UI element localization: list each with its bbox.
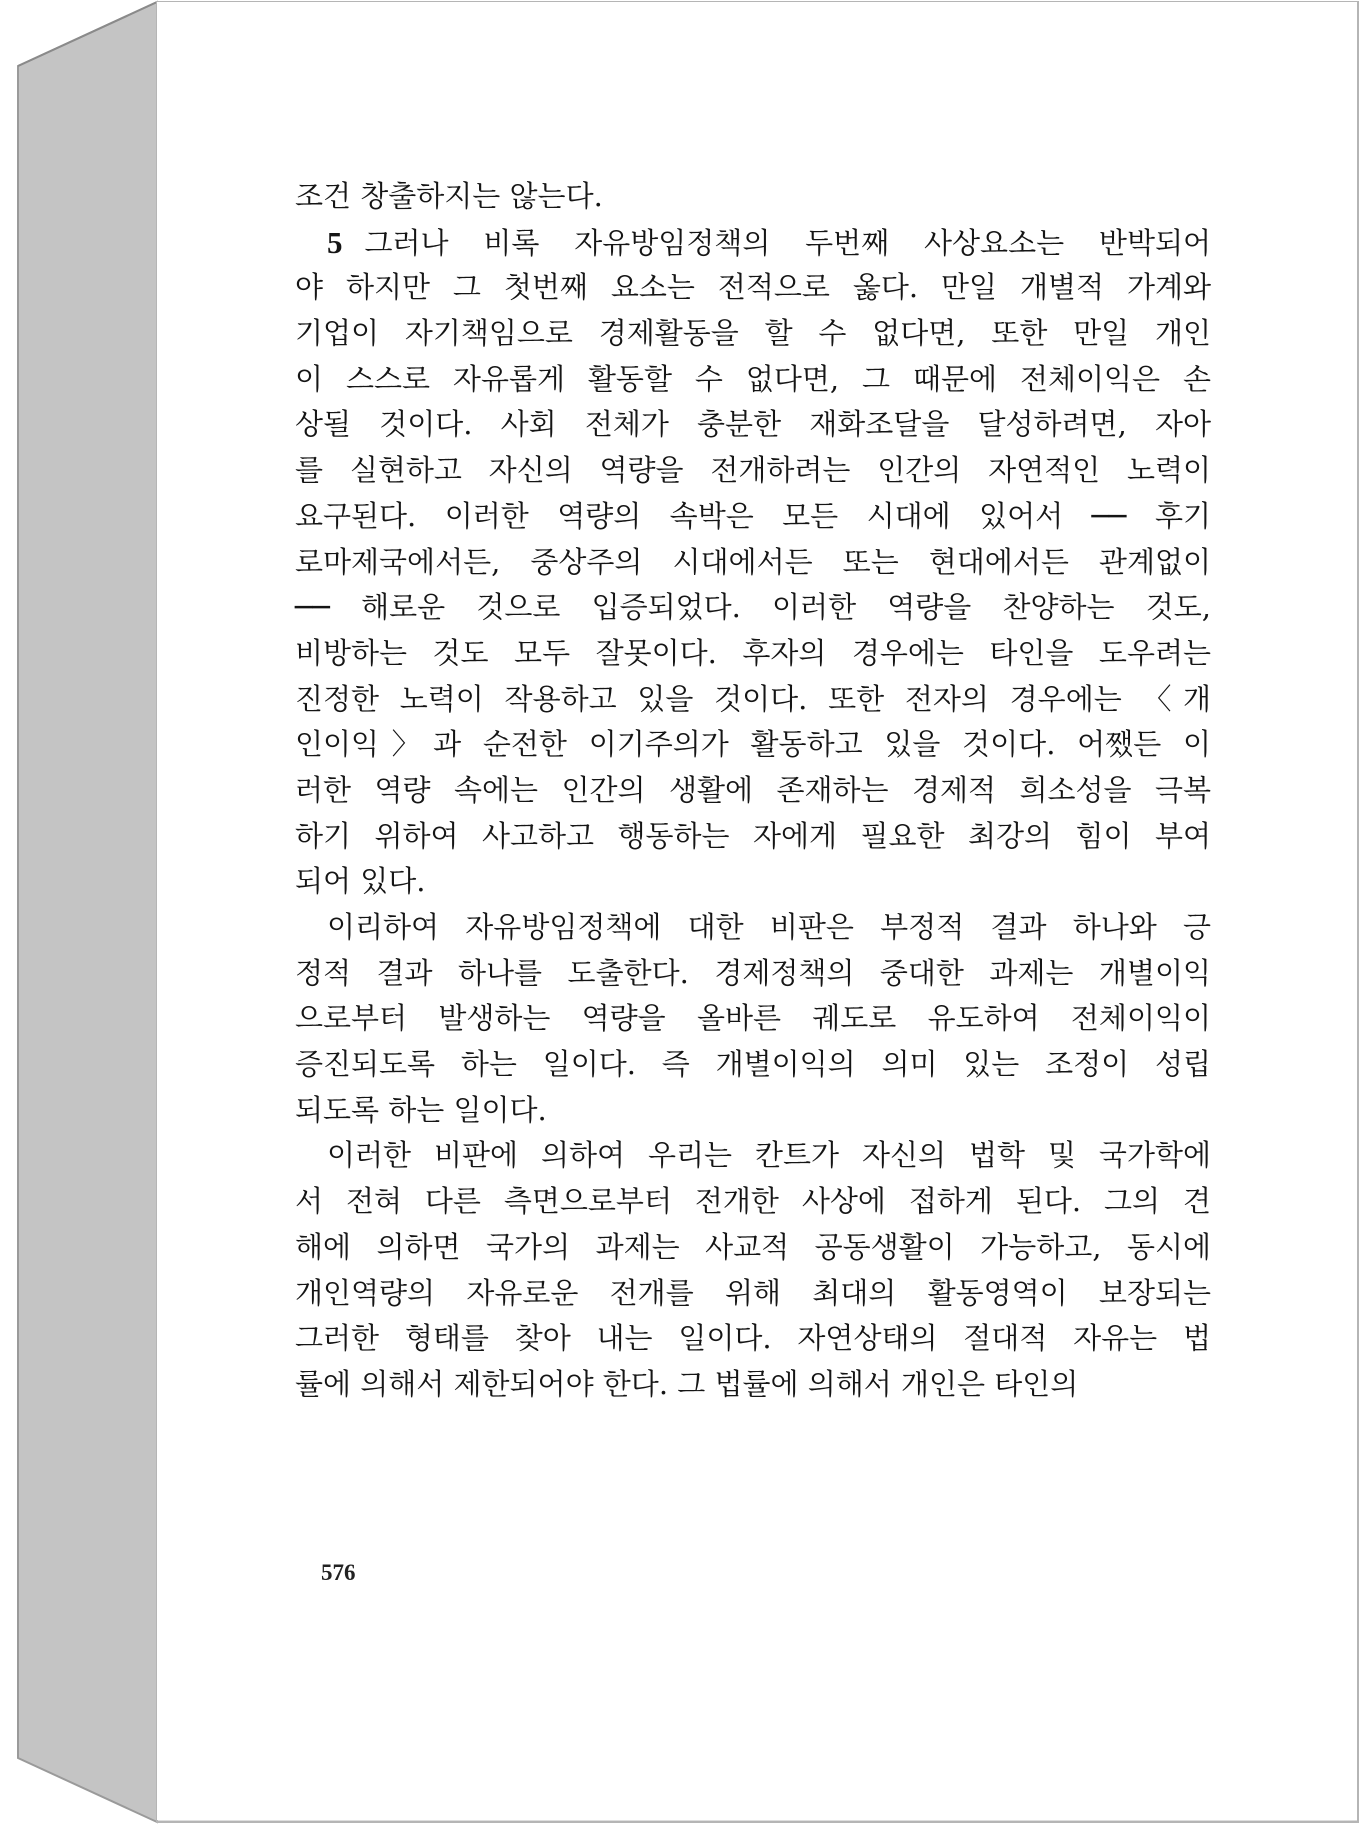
text-line bbox=[295, 174, 1211, 220]
line-text: 이 스스로 자유롭게 활동할 수 없다면, 그 때문에 전체이익은 손 bbox=[295, 361, 1211, 396]
section-number: 5 bbox=[327, 224, 343, 260]
text-line bbox=[295, 494, 1211, 540]
text-line bbox=[295, 1362, 1211, 1408]
page-body-text bbox=[295, 174, 1211, 1408]
text-line bbox=[295, 220, 1211, 266]
text-line bbox=[295, 814, 1211, 860]
line-text: ── 해로운 것으로 입증되었다. 이러한 역량을 찬양하는 것도, bbox=[295, 590, 1211, 625]
text-line bbox=[295, 1133, 1211, 1179]
line-text: 비방하는 것도 모두 잘못이다. 후자의 경우에는 타인을 도우려는 bbox=[295, 635, 1211, 670]
line-text: 증진되도록 하는 일이다. 즉 개별이익의 의미 있는 조정이 성립 bbox=[295, 1047, 1211, 1082]
text-line bbox=[295, 859, 1211, 905]
line-text: 정적 결과 하나를 도출한다. 경제정책의 중대한 과제는 개별이익 bbox=[295, 955, 1211, 990]
text-line bbox=[295, 585, 1211, 631]
text-line bbox=[295, 1271, 1211, 1317]
line-text: 해에 의하면 국가의 과제는 사교적 공동생활이 가능하고, 동시에 bbox=[295, 1229, 1211, 1264]
line-text: 요구된다. 이러한 역량의 속박은 모든 시대에 있어서 ── 후기 bbox=[295, 498, 1211, 533]
line-text: 개인역량의 자유로운 전개를 위해 최대의 활동영역이 보장되는 bbox=[295, 1275, 1211, 1310]
line-text: 로마제국에서든, 중상주의 시대에서든 또는 현대에서든 관계없이 bbox=[295, 544, 1211, 579]
text-line bbox=[295, 402, 1211, 448]
text-line bbox=[295, 631, 1211, 677]
line-text: 률에 의해서 제한되어야 한다. 그 법률에 의해서 개인은 타인의 bbox=[295, 1366, 1079, 1401]
line-text: 상될 것이다. 사회 전체가 충분한 재화조달을 달성하려면, 자아 bbox=[295, 407, 1211, 442]
text-line bbox=[295, 1088, 1211, 1134]
line-text: 그러나 비록 자유방임정책의 두번째 사상요소는 반박되어 bbox=[364, 225, 1211, 260]
book-spine bbox=[18, 2, 157, 1822]
text-line bbox=[295, 1225, 1211, 1271]
page-number: 576 bbox=[321, 1560, 356, 1585]
text-line bbox=[295, 1179, 1211, 1225]
line-text: 기업이 자기책임으로 경제활동을 할 수 없다면, 또한 만일 개인 bbox=[295, 316, 1211, 351]
line-text: 를 실현하고 자신의 역량을 전개하려는 인간의 자연적인 노력이 bbox=[295, 453, 1211, 488]
line-text: 인이익〉과 순전한 이기주의가 활동하고 있을 것이다. 어쨌든 이 bbox=[295, 727, 1211, 762]
text-line bbox=[295, 265, 1211, 311]
text-line bbox=[295, 311, 1211, 357]
line-text: 진정한 노력이 작용하고 있을 것이다. 또한 전자의 경우에는 〈개 bbox=[295, 681, 1211, 716]
text-line bbox=[295, 768, 1211, 814]
line-text: 그러한 형태를 찾아 내는 일이다. 자연상태의 절대적 자유는 법 bbox=[295, 1321, 1211, 1356]
text-line bbox=[295, 951, 1211, 997]
text-line bbox=[295, 677, 1211, 723]
line-text: 야 하지만 그 첫번째 요소는 전적으로 옳다. 만일 개별적 가계와 bbox=[295, 270, 1211, 305]
text-line bbox=[295, 1316, 1211, 1362]
text-line bbox=[295, 722, 1211, 768]
line-text: 되어 있다. bbox=[295, 864, 426, 899]
text-line bbox=[295, 357, 1211, 403]
text-line bbox=[295, 448, 1211, 494]
line-text: 이러한 비판에 의하여 우리는 칸트가 자신의 법학 및 국가학에 bbox=[327, 1138, 1211, 1173]
text-line bbox=[295, 905, 1211, 951]
text-line bbox=[295, 1042, 1211, 1088]
line-text: 하기 위하여 사고하고 행동하는 자에게 필요한 최강의 힘이 부여 bbox=[295, 818, 1211, 853]
book-page bbox=[157, 2, 1357, 1820]
line-text: 러한 역량 속에는 인간의 생활에 존재하는 경제적 희소성을 극복 bbox=[295, 772, 1211, 807]
text-line bbox=[295, 540, 1211, 586]
line-text: 으로부터 발생하는 역량을 올바른 궤도로 유도하여 전체이익이 bbox=[295, 1001, 1211, 1036]
line-text: 조건 창출하지는 않는다. bbox=[295, 179, 603, 213]
text-line bbox=[295, 996, 1211, 1042]
line-text: 되도록 하는 일이다. bbox=[295, 1092, 547, 1127]
line-text: 이리하여 자유방임정책에 대한 비판은 부정적 결과 하나와 긍 bbox=[327, 910, 1211, 944]
line-text: 서 전혀 다른 측면으로부터 전개한 사상에 접하게 된다. 그의 견 bbox=[295, 1184, 1211, 1219]
